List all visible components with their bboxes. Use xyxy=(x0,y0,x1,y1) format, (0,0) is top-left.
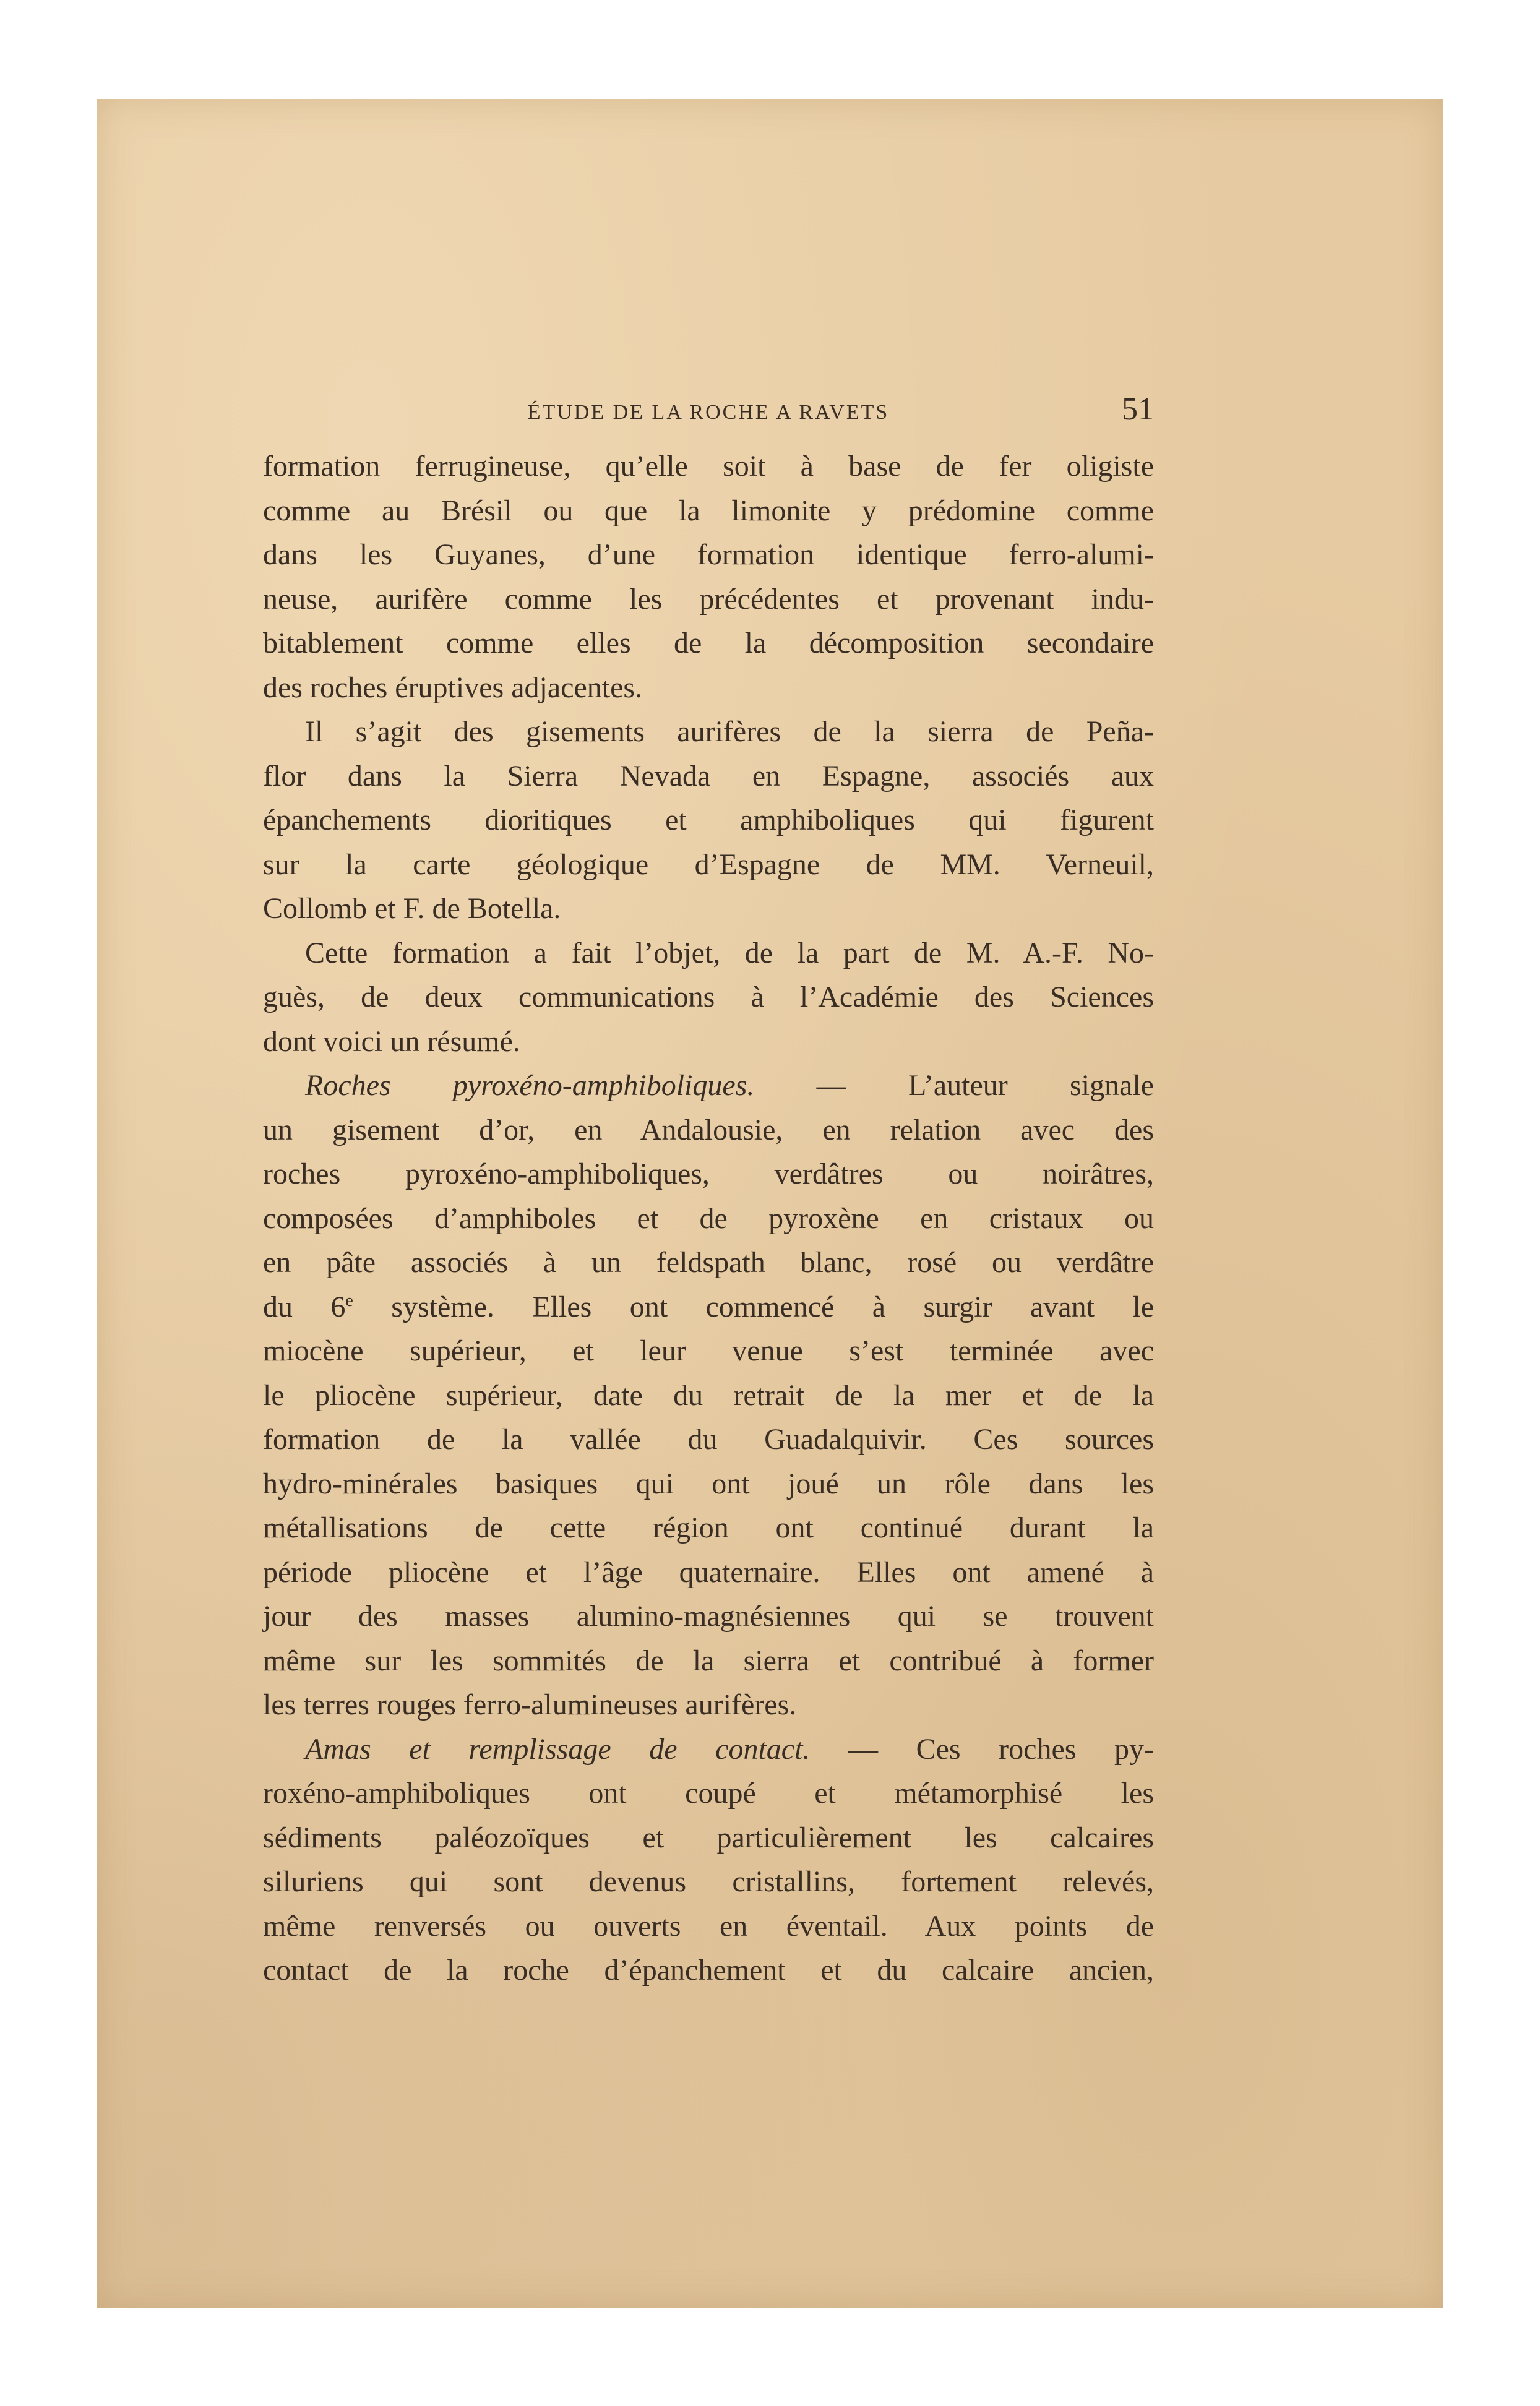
text-line: roches pyroxéno-amphiboliques, verdâtres ou noirâtres, xyxy=(263,1158,1154,1190)
text-line: formation de la vallée du Guadalquivir. Ces sources xyxy=(263,1423,1154,1456)
body-text xyxy=(263,444,1154,1993)
text-line: Cette formation a fait l’objet, de la part de M. A.-F. No- xyxy=(305,936,1154,969)
text-line: neuse, aurifère comme les précédentes et provenant indu- xyxy=(263,582,1154,616)
text-line: dont voici un résumé. xyxy=(263,1025,520,1058)
text-line: contact de la roche d’épanchement et du calcaire ancien, xyxy=(263,1954,1154,1987)
page-number: 51 xyxy=(1122,392,1154,427)
text-line: bitablement comme elles de la décomposition secondaire xyxy=(263,627,1154,660)
text-line: hydro-minérales basiques qui ont joué un rôle dans les xyxy=(263,1467,1154,1500)
text-line: sur la carte géologique d’Espagne de MM. Verneuil, xyxy=(263,848,1154,881)
system-line-before: du 6 xyxy=(263,1290,346,1323)
text-line: même renversés ou ouverts en éventail. Aux points de xyxy=(263,1909,1154,1943)
ordinal-superscript: e xyxy=(345,1291,353,1310)
text-line: roxéno-amphiboliques ont coupé et métamorphisé les xyxy=(263,1777,1154,1810)
text-line: flor dans la Sierra Nevada en Espagne, associés aux xyxy=(263,759,1154,793)
text-line: composées d’amphiboles et de pyroxène en cristaux ou xyxy=(263,1201,1154,1235)
text-line: les terres rouges ferro-alumineuses aurifères. xyxy=(263,1688,797,1721)
text-line: même sur les sommités de la sierra et contribué à former xyxy=(263,1644,1154,1677)
heading-line-rest: — Ces roches py- xyxy=(848,1732,1155,1766)
text-line xyxy=(263,1285,1154,1330)
text-line: épanchements dioritiques et amphiboliques qui figurent xyxy=(263,804,1154,836)
text-line: période pliocène et l’âge quaternaire. Elles ont amené à xyxy=(263,1555,1154,1589)
text-line: formation ferrugineuse, qu’elle soit à base de fer oligiste xyxy=(263,450,1154,483)
text-line: en pâte associés à un feldspath blanc, rosé ou verdâtre xyxy=(263,1246,1154,1279)
page-header xyxy=(263,392,1154,433)
text-line: Il s’agit des gisements aurifères de la sierra de Peña- xyxy=(305,715,1154,748)
text-line xyxy=(263,1727,1154,1772)
text-line: dans les Guyanes, d’une formation identique ferro-alumi- xyxy=(263,538,1154,571)
system-line-after: système. Elles ont commencé à surgir avant le xyxy=(353,1290,1155,1323)
text-line: siluriens qui sont devenus cristallins, fortement relevés, xyxy=(263,1865,1154,1898)
text-line: comme au Brésil ou que la limonite y prédomine comme xyxy=(263,494,1154,527)
section-heading: Amas et remplissage de contact. xyxy=(305,1732,811,1766)
heading-line-rest: — L’auteur signale xyxy=(816,1069,1155,1102)
text-line: métallisations de cette région ont continué durant la xyxy=(263,1511,1154,1544)
text-line: un gisement d’or, en Andalousie, en relation avec des xyxy=(263,1113,1154,1146)
text-line: guès, de deux communications à l’Académie des Sciences xyxy=(263,981,1154,1013)
text-line: miocène supérieur, et leur venue s’est terminée avec xyxy=(263,1334,1154,1367)
text-line: sédiments paléozoïques et particulièrement les calcaires xyxy=(263,1821,1154,1854)
section-heading: Roches pyroxéno-amphiboliques. xyxy=(305,1069,755,1102)
text-line: Collomb et F. de Botella. xyxy=(263,892,561,925)
text-line: jour des masses alumino-magnésiennes qui se trouvent xyxy=(263,1600,1154,1633)
text-line xyxy=(263,1063,1154,1108)
text-line: des roches éruptives adjacentes. xyxy=(263,671,643,704)
text-line: le pliocène supérieur, date du retrait de la mer et de la xyxy=(263,1378,1154,1412)
running-title: ÉTUDE DE LA ROCHE A RAVETS xyxy=(527,401,890,424)
